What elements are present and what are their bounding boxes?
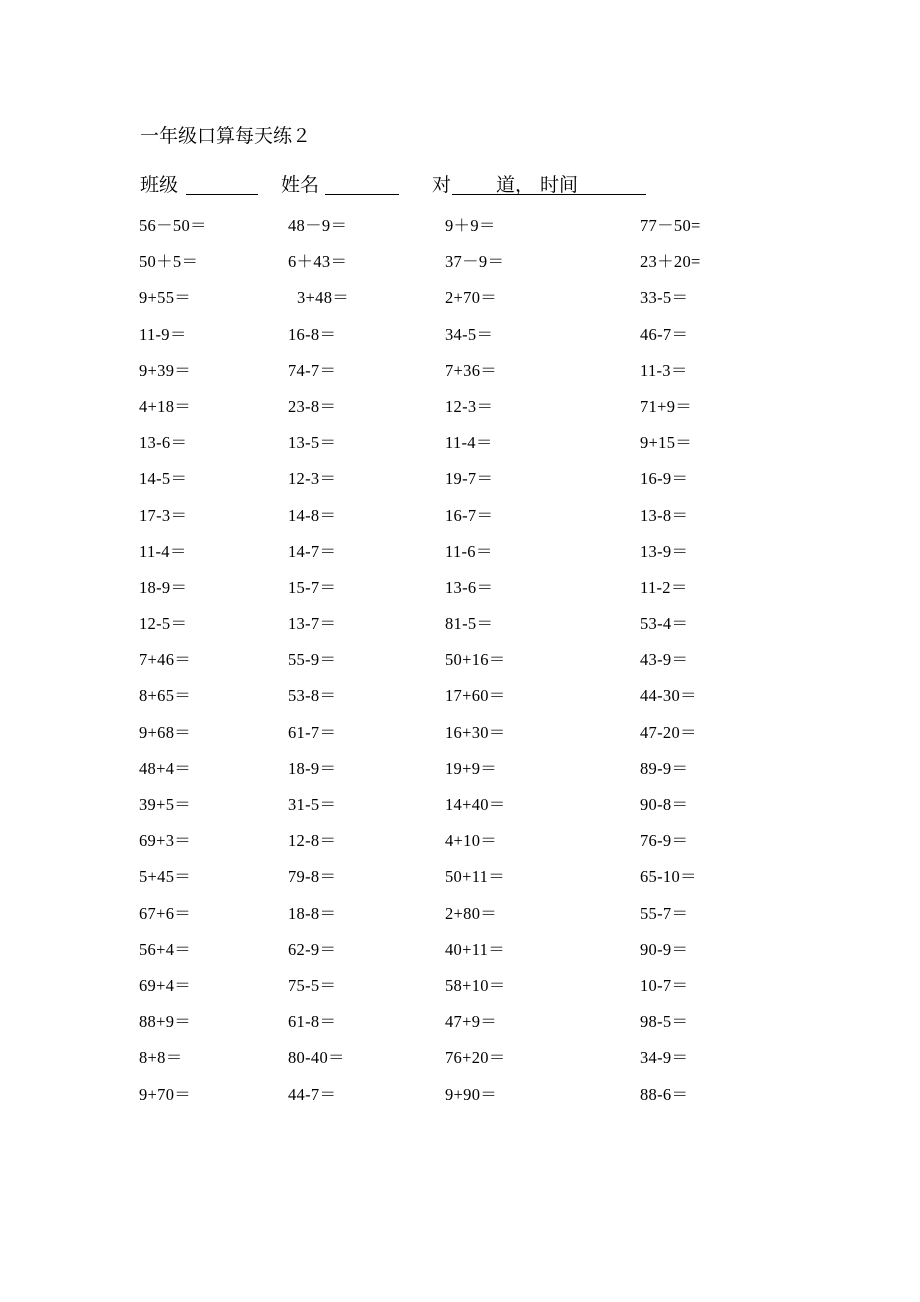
problem-cell: 14-8＝ <box>288 505 337 525</box>
problem-cell: 17+60＝ <box>445 686 506 706</box>
name-blank-line[interactable] <box>325 170 399 195</box>
problem-row <box>0 465 920 501</box>
problem-row <box>0 610 920 646</box>
problem-cell: 80-40＝ <box>288 1048 345 1068</box>
problem-cell: 8+65＝ <box>139 686 192 706</box>
problem-row <box>0 502 920 538</box>
problem-cell: 71+9＝ <box>640 396 693 416</box>
problem-cell: 89-9＝ <box>640 758 689 778</box>
problem-cell: 9+15＝ <box>640 433 693 453</box>
problem-cell: 48+4＝ <box>139 758 192 778</box>
problem-cell: 4+10＝ <box>445 831 498 851</box>
problem-row <box>0 321 920 357</box>
problem-row <box>0 538 920 574</box>
worksheet-title: 一年级口算每天练２ <box>140 125 312 147</box>
class-label: 班级 <box>140 174 179 196</box>
problem-row <box>0 1044 920 1080</box>
problem-row <box>0 393 920 429</box>
problem-cell: 12-3＝ <box>288 469 337 489</box>
problem-cell: 69+3＝ <box>139 831 192 851</box>
problem-row <box>0 827 920 863</box>
problem-cell: 14+40＝ <box>445 795 506 814</box>
problem-cell: 40+11＝ <box>445 939 505 959</box>
problem-row <box>0 212 920 248</box>
problem-row <box>0 863 920 899</box>
problem-cell: 34-5＝ <box>445 324 494 344</box>
problem-cell: 9+39＝ <box>139 360 192 380</box>
problem-row <box>0 429 920 465</box>
problem-cell: 81-5＝ <box>445 614 494 634</box>
problem-cell: 11-9＝ <box>139 324 187 344</box>
problem-cell: 56－50＝ <box>139 216 207 235</box>
problem-cell: 7+46＝ <box>139 650 192 670</box>
problem-cell: 2+80＝ <box>445 903 498 923</box>
problem-cell: 55-9＝ <box>288 650 337 670</box>
problem-cell: 13-9＝ <box>640 541 689 561</box>
problem-cell: 10-7＝ <box>640 975 689 995</box>
problem-cell: 11-3＝ <box>640 360 688 380</box>
problem-cell: 44-30＝ <box>640 686 697 706</box>
problem-cell: 23＋20= <box>640 252 701 272</box>
problem-cell: 11-4＝ <box>445 433 493 453</box>
problem-cell: 69+4＝ <box>139 975 192 995</box>
problem-cell: 88+9＝ <box>139 1012 192 1032</box>
problem-row <box>0 972 920 1008</box>
problem-cell: 75-5＝ <box>288 975 337 995</box>
problem-cell: 11-4＝ <box>139 541 187 561</box>
problem-cell: 23-8＝ <box>288 396 337 416</box>
problem-cell: 61-8＝ <box>288 1012 337 1032</box>
problem-cell: 11-6＝ <box>445 541 493 561</box>
problem-row <box>0 682 920 718</box>
problem-cell: 17-3＝ <box>139 505 188 525</box>
problem-cell: 67+6＝ <box>139 903 192 923</box>
problem-cell: 9+55＝ <box>139 288 192 308</box>
problem-cell: 9＋9＝ <box>445 216 496 235</box>
problem-cell: 13-6＝ <box>139 433 188 453</box>
problem-cell: 16-9＝ <box>640 469 689 489</box>
problem-cell: 13-6＝ <box>445 577 494 597</box>
problem-cell: 90-8＝ <box>640 795 689 814</box>
problem-cell: 43-9＝ <box>640 650 689 670</box>
problem-cell: 90-9＝ <box>640 939 689 959</box>
student-info-row <box>0 170 920 202</box>
problem-cell: 37－9＝ <box>445 252 505 272</box>
problem-cell: 16-7＝ <box>445 505 494 525</box>
problem-row <box>0 284 920 320</box>
problem-cell: 65-10＝ <box>640 867 697 887</box>
problem-cell: 12-3＝ <box>445 396 494 416</box>
problem-cell: 47-20＝ <box>640 722 697 742</box>
problem-row <box>0 791 920 827</box>
problem-grid <box>0 212 920 1117</box>
problem-cell: 39+5＝ <box>139 795 192 814</box>
problem-cell: 46-7＝ <box>640 324 689 344</box>
problem-cell: 12-5＝ <box>139 614 188 634</box>
problem-cell: 76+20＝ <box>445 1048 506 1068</box>
problem-cell: 50+16＝ <box>445 650 506 670</box>
problem-cell: 2+70＝ <box>445 288 498 308</box>
problem-row <box>0 646 920 682</box>
problem-cell: 50+11＝ <box>445 867 505 887</box>
problem-cell: 7+36＝ <box>445 360 498 380</box>
problem-cell: 61-7＝ <box>288 722 337 742</box>
problem-row <box>0 900 920 936</box>
problem-cell: 5+45＝ <box>139 867 192 887</box>
problem-cell: 58+10＝ <box>445 975 506 995</box>
problem-cell: 88-6＝ <box>640 1084 689 1104</box>
problem-row <box>0 1008 920 1044</box>
problem-cell: 15-7＝ <box>288 577 337 597</box>
problem-cell: 53-8＝ <box>288 686 337 706</box>
problem-cell: 16-8＝ <box>288 324 337 344</box>
problem-cell: 18-8＝ <box>288 903 337 923</box>
problem-cell: 31-5＝ <box>288 795 337 814</box>
correct-label: 对 <box>432 174 452 196</box>
time-label: 时间 <box>540 174 579 196</box>
problem-row <box>0 719 920 755</box>
problem-cell: 18-9＝ <box>288 758 337 778</box>
problem-row <box>0 1081 920 1117</box>
problem-row <box>0 357 920 393</box>
problem-cell: 3+48＝ <box>297 288 350 308</box>
problem-cell: 19+9＝ <box>445 758 498 778</box>
problem-row <box>0 936 920 972</box>
problem-cell: 56+4＝ <box>139 939 192 959</box>
problem-cell: 9+70＝ <box>139 1084 192 1104</box>
problem-cell: 12-8＝ <box>288 831 337 851</box>
problem-cell: 76-9＝ <box>640 831 689 851</box>
problem-cell: 16+30＝ <box>445 722 506 742</box>
problem-cell: 34-9＝ <box>640 1048 689 1068</box>
problem-row <box>0 574 920 610</box>
class-blank-line[interactable] <box>186 170 258 195</box>
problem-cell: 77－50= <box>640 216 701 235</box>
problem-cell: 11-2＝ <box>640 577 688 597</box>
problem-cell: 53-4＝ <box>640 614 689 634</box>
problem-cell: 98-5＝ <box>640 1012 689 1032</box>
problem-cell: 9+90＝ <box>445 1084 498 1104</box>
problem-cell: 50＋5＝ <box>139 252 199 272</box>
problem-cell: 47+9＝ <box>445 1012 498 1032</box>
problem-cell: 48－9＝ <box>288 216 348 235</box>
problem-cell: 8+8＝ <box>139 1048 183 1068</box>
problem-cell: 13-8＝ <box>640 505 689 525</box>
problem-cell: 74-7＝ <box>288 360 337 380</box>
problem-row <box>0 755 920 791</box>
dao-label: 道， <box>496 174 535 196</box>
problem-row <box>0 248 920 284</box>
problem-cell: 62-9＝ <box>288 939 337 959</box>
name-label: 姓名 <box>281 174 320 196</box>
problem-cell: 6＋43＝ <box>288 252 348 272</box>
problem-cell: 79-8＝ <box>288 867 337 887</box>
problem-cell: 18-9＝ <box>139 577 188 597</box>
problem-cell: 13-7＝ <box>288 614 337 634</box>
problem-cell: 13-5＝ <box>288 433 337 453</box>
problem-cell: 44-7＝ <box>288 1084 337 1104</box>
problem-cell: 4+18＝ <box>139 396 192 416</box>
problem-cell: 14-5＝ <box>139 469 188 489</box>
problem-cell: 14-7＝ <box>288 541 337 561</box>
problem-cell: 33-5＝ <box>640 288 689 308</box>
problem-cell: 19-7＝ <box>445 469 494 489</box>
problem-cell: 55-7＝ <box>640 903 689 923</box>
problem-cell: 9+68＝ <box>139 722 192 742</box>
